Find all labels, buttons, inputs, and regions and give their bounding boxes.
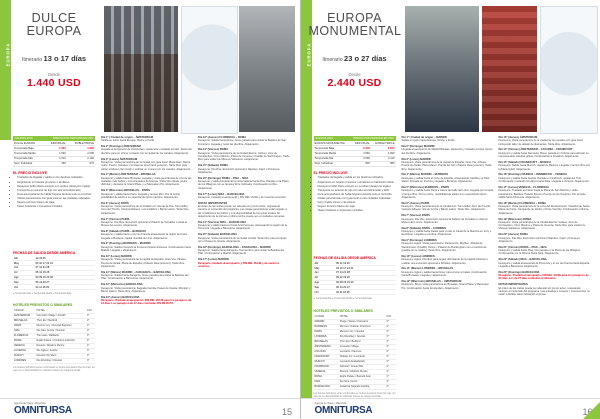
table-row: Supl. Individual 820 980	[314, 162, 395, 166]
price-table-header: SALIDAS 2019 PRECIO POR PERSONA EN USD	[15, 137, 93, 140]
itinerary-entry: Día 2º (Domingo) MADRID Llegada al aeropuerto de Madrid Barajas, asistencia y traslado al hotel. Resto del día libre. Alojamiento.	[401, 145, 493, 155]
table-row: Temporada Alta 1.610 2.190	[14, 157, 94, 161]
table-row: VENECIA Russott / Albatros Mestre 4*	[13, 343, 95, 348]
itinerary-entry: Día 8º (Sábado) PARÍS – LONDRES Desayuno y salida hacia Calais para cruzar el Canal de la Mancha en ferry o Eurotúnel. Llegada a Londres. Alojamiento.	[401, 226, 492, 237]
table-row: Oct 04 11 18 25	[314, 290, 396, 295]
itinerary-entry: Día 6º (Jueves) PARÍS Desayuno. Visita panorámica de la Ciudad Luz: Torre Eiffel, Arco del Triunfo, Campos Elíseos, Isla de la Cité y Barrio Latino. Tarde libre. Alojamiento.	[401, 201, 491, 212]
itinerary-entry: Día 1º | Ciudad de origen – ÁMSTERDAM Salida en avión hacia Europa. Noche a bordo.	[101, 136, 155, 143]
table-row: Ago 02 09 16 23 30	[314, 280, 396, 285]
table-row: BARCELONA Catalonia Sagrada Familia 4*	[314, 384, 396, 389]
list-item: • Alojamiento en hoteles previstos o similares en habitación doble.	[318, 181, 396, 185]
table-row: May 03 10 17 24 31	[314, 266, 396, 271]
table-row: Temporada Media 1.530 2.090	[14, 151, 94, 155]
itinerary-entry: Día 12º (Miércoles) BARCELONA Desayuno. Visita panorámica: Sagrada Familia, Paseo de Gracia, Montjuïc y Barrio Gótico. Tarde libre. Alojamiento.	[101, 283, 191, 293]
itinerary-entry: Día 14º (Viernes) NIZA – BARCELONA Desayuno y salida hacia la Costa Azul francesa, atravesando la región de la Provenza. Llegada a Barcelona. Alojamiento.	[198, 220, 287, 231]
page-title: DULCE EUROPA	[26, 11, 82, 38]
table-row: Jun 07 14 21 28	[314, 271, 396, 276]
table-row: COLONIA Leonardo / Mercure 4*	[314, 349, 396, 354]
table-row: Temporada Alta 2.690 3.110	[314, 157, 395, 161]
itinerary-column-2-right	[499, 136, 591, 299]
departure-dates	[13, 247, 95, 296]
itinerary-entry: Día 11º (Martes) MADRID – ZARAGOZA – BARCELONA Desayuno. Salida hacia Zaragoza, breve parada para visitar la Basílica del Pilar. Continuación a Barcelona. Alojamiento.	[101, 270, 189, 281]
includes-title: EL PRECIO INCLUYE	[13, 170, 48, 175]
list-item: • Traslados de llegada y salida en los destinos indicados.	[318, 176, 396, 180]
itinerary-entry: Día 17º (Lunes) NIZA – BARCELONA Desayuno, traslado al aeropuerto y FIN DEL VIAJE y de nuestros servicios.	[198, 192, 287, 199]
itinerary-entry: Día 4º (Martes) MADRID – BURDEOS Desayuno y salida hacia el norte de España, atravesando Castilla y el País Vasco. Entrada en Francia y llegada a Burdeos. Alojamiento.	[401, 173, 490, 184]
itinerary-entry: Día 22º (Sábado) NIZA – BARCELONA Desayuno y salida atravesando la Provenza y el sur de Francia hacia España. Llegada a Barcelona. Alojamiento.	[498, 258, 590, 268]
itinerary-entry: Día 6º (Jueves) PARÍS Desayuno. Visita panorámica de la Ciudad Luz: Isla de la Cité, Torre Eiffel, Arco del Triunfo, Campos Elíseos, Los Inválidos y Barrio Latino. Tarde libre. Alojamiento.	[101, 201, 190, 215]
itinerary-entry: Día 5º (Miércoles) BURDEOS – PARÍS Desayuno y salida hacia París a través del valle del Loira. Llegada por la tarde y tiempo libre. Por la noche, posibilidad de asistir a un espectáculo típico. Alojamiento.	[401, 185, 494, 199]
list-item: • Guía acompañante de habla hispana durante todo el recorrido.	[17, 193, 95, 197]
price-value: 2.440 USD	[327, 77, 382, 89]
itinerary-entry: Día 17º (Lunes) VENECIA – FLORENCIA Desayuno. Traslado en barco hasta la Plaza de San Marcos y visita panorámica: Basílica, Palacio Ducal y Puente de los Suspiros. Por la tarde salida hacia Florencia. Alojamiento.	[498, 185, 586, 199]
page-footer	[0, 398, 300, 419]
itinerary-entry: Día 9º (Domingo) BURDEOS – MADRID Desayuno. Salida cruzando la frontera hispano-francesa. Continuación hacia Madrid. Llegada y alojamiento.	[101, 242, 191, 253]
table-row: EUROPA MONUMENTAL INDIVIDUAL DOBLE/TRIPLE	[314, 141, 395, 145]
page-title-block-right	[309, 12, 401, 89]
itinerary-entry: Día 18º (Martes) FLORENCIA – ROMA Desayuno. Visita panorámica de la cuna del Renacimiento: Catedral de Santa María del Fiore, Campanile de Giotto y Ponte Vecchio. Continuación a Roma. Alojamiento.	[498, 201, 590, 215]
table-header-row: CIUDAD HOTEL CAT.	[314, 315, 396, 319]
table-row: ROMA Ergife Palace / Barceló Aran 4*	[314, 374, 396, 379]
itinerary-entry: Día 16º (Domingo) ROMA – PISA – NIZA Desayuno y salida bordeando la costa italiana hacia Pisa. Parada en la Plaza de los Milagros con su famosa Torre Inclinada. Continuación a Niza. Alojamiento.	[198, 176, 289, 190]
hotels-note: Los hoteles definitivos serán confirmados en la documentación final del viaje. En caso de no disponibilidad se utilizarán hoteles de categoría similar.	[13, 366, 95, 372]
table-row: ZÚRICH Novotel City West 4*	[13, 353, 95, 358]
itinerary-entry: Día 2º (Domingo) ÁMSTERDAM Llegada al aeropuerto de Ámsterdam, asistencia y traslado al hotel. Resto del día libre para un primer contacto con la ciudad de los canales. Alojamiento.	[101, 145, 192, 155]
photo-eiffel-tower	[239, 6, 295, 132]
table-row: LONDRES Ibis Wembley / Novotel 3*	[314, 334, 396, 339]
itinerary-entry: Día 3º (Lunes) ÁMSTERDAM Desayuno. Visita panorámica de la ciudad con guía local: Plaza Dam, Barrio Judío, Puerto, Canales y la Casa de Ana Frank (exterior). Tarde libre para visitar el Museo Van Gogh o realizar un crucero por los canales. Alojamiento.	[101, 157, 191, 171]
itinerary-entry: Día 17º (Lunes) MADRID Desayuno, traslado al aeropuerto y FIN DEL VIAJE y de nuestros servicios.	[198, 258, 280, 268]
itinerary-column-1-right	[402, 136, 494, 292]
table-row: FLORENCIA The Gate / Raffaello 4*	[13, 333, 95, 338]
table-row: ÁMSTERDAM Corendon Village / Amrâth 4*	[13, 313, 95, 318]
itinerary-entry: Día 16º (Domingo) BARCELONA – ZARAGOZA – MADRID Desayuno. Salida hacia Zaragoza. Tiempo libre para visitar la Basílica del Pilar. Continuación a Madrid. Alojamiento.	[198, 245, 285, 256]
dates-title: FECHAS DE SALIDA DESDE AMÉRICA	[13, 251, 76, 255]
price-table-body	[13, 141, 95, 167]
itinerary-entry: Día 3º (Lunes) MADRID Desayuno. Visita panorámica de la capital de España: Gran Vía, Cibeles, Puerta de Alcalá, Plaza Mayor, Puerta del Sol y Palacio Real (exterior). Tarde libre. Alojamiento.	[401, 157, 492, 171]
photo-europe-map-right	[540, 6, 598, 134]
itinerary-entry: Día 5º (Miércoles) BRUSELAS – PARÍS Desayuno y salida hacia París. Llegada y tiempo libre. Por la noche posibilidad de asistir a un espectáculo típico parisino. Alojamiento.	[101, 189, 181, 199]
photo-europe-map	[181, 6, 238, 134]
hotels-title: HOTELES PREVISTOS O SIMILARES	[13, 303, 73, 307]
list-item: • Desayuno buffet diario excepto en Londres (desayuno inglés).	[17, 185, 95, 189]
table-row: FRANKFURT Holiday Inn / Leonardo 4*	[314, 354, 396, 359]
table-row: INNSBRUCK Alphotel / Grauer Bär 4*	[314, 364, 396, 369]
table-row: BRUSELAS Thon EU / Bedford 4*	[13, 318, 95, 323]
table-row: Jul 05 12 19 26	[13, 270, 95, 275]
table-row: NIZA Ibis Nice Centre / Novotel 3*	[13, 328, 95, 333]
list-item: • Visitas panorámicas con guía local en las ciudades indicadas.	[17, 197, 95, 201]
table-row: BURDEOS Mercure Château Chartrons 4*	[314, 324, 396, 329]
itinerary-entry: NOTAS IMPORTANTES El orden de las visitas puede ser alterado sin previo aviso, respetando siempre el contenido del programa. Las visitas panorámicas están sujetas a las condiciones del tráfico y a la disponibilidad de los guías locales. El alojamiento de la primera y última noche puede ser en ciudades cercanas.	[198, 201, 287, 218]
itinerary-entry: Día 13º (Jueves) FLORENCIA – ROMA Desayuno. Salida hacia Roma, breve parada para visitar la Basílica de San Francisco. Llegada y resto del día libre. Alojamiento.	[198, 136, 287, 146]
itinerary-duration: Itinerario 23 o 27 días	[322, 54, 387, 63]
hotels-note: Los hoteles definitivos serán confirmados en la documentación final del viaje. En caso de no disponibilidad se utilizarán hoteles de categoría similar.	[313, 392, 396, 398]
table-row: Abr 05 12 19 26	[314, 262, 396, 266]
table-row: Ago 02 09 16 23 30	[13, 275, 95, 280]
page-title: EUROPA MONUMENTAL	[308, 11, 402, 38]
table-row: Jun 07 14 21 28	[13, 266, 95, 271]
table-row: NIZA Ibis Nice Centre 3*	[314, 379, 396, 384]
itinerary-entry: Día 4º (Martes) ÁMSTERDAM – BRUSELAS Desayuno y salida hacia Bruselas. Llegada y visita panorámica de una de las ciudades más bellas y monumentales de Europa. Visita libre desde podrá disfrutar y destacar la Grand Place y el Manneken Pis. Alojamiento.	[101, 173, 192, 187]
page-16	[301, 0, 600, 419]
includes-list	[314, 176, 396, 212]
itinerary-entry: Día 1º | Ciudad de origen – MADRID Salida en avión hacia Europa. Noche a bordo.	[401, 136, 456, 143]
photo-telephone-box	[482, 6, 537, 132]
itinerary-entry: Día 20º (Jueves) ROMA Desayuno. Día libre. Excursión opcional a Nápoles, Capri y Pompeya. Alojamiento.	[498, 233, 581, 243]
itinerary-entry: Día 7º (Viernes) PARÍS Desayuno. Día libre. Excursión opcional al Palacio de Versalles o visita al Museo del Louvre. Alojamiento.	[101, 217, 187, 228]
itinerary-entry: Día 7º (Viernes) PARÍS Desayuno. Día libre. Excursión opcional al Palacio de Versalles o visita al Museo del Louvre. Alojamiento.	[401, 214, 488, 224]
price-table-header: SALIDAS 2019 PRECIO POR PERSONA EN USD	[315, 137, 394, 140]
list-item: • Traslados de llegada y salida en los destinos indicados.	[17, 176, 95, 180]
itinerary-entry: Día 19º (Miércoles) ROMA Desayuno. Visita panorámica de la Ciudad Eterna: Coliseo, Arco de Constantino, Circo Máximo y Plaza de Venecia. Tarde libre para visitar los Museos Vaticanos. Alojamiento.	[498, 217, 585, 231]
table-row: Temporada Baja 1.440 1.990	[14, 146, 94, 150]
hotels-section	[13, 300, 95, 373]
list-item: • Transporte en autocar de lujo con aire acondicionado.	[17, 189, 95, 193]
itinerary-entry: Día 15º (Sábado) FRANKFURT – MUNICH Desayuno. Salida hacia Munich, capital de Baviera. Llegada y tiempo libre por la Marienplatz. Alojamiento.	[498, 160, 590, 171]
itinerary-entry: Día 16º (Domingo) MUNICH – INNSBRUCK – VENECIA Desayuno y salida hacia Austria. Parada en Innsbruck, capital del Tirol. Continuación cruzando los Alpes hacia Italia. Llegada a Venecia. Alojamiento.	[498, 173, 590, 184]
price-label: Desde	[47, 72, 61, 77]
itinerary-entry: Día 15º (Sábado) ROMA Desayuno. Día libre. Excursión opcional a Nápoles, Capri o Pompeya. Alojamiento.	[198, 164, 281, 174]
itinerary-column-1	[101, 136, 193, 308]
itinerary-entry: Día 11º (Martes) LONDRES – BRUSELAS Desayuno inglés y salida hacia Dover para cruzar a Calais. Continuación hacia Bruselas. Llegada y alojamiento.	[401, 267, 487, 278]
dates-legend: ● Temporada Alta ● Temporada Media ● Temporada Baja	[13, 292, 72, 295]
table-row: LUCERNA Ibis Styles / Astoria 3*	[13, 348, 95, 353]
page-footer-right	[301, 398, 600, 419]
dates-legend: ● Temporada Alta ● Temporada Media ● Temporada Baja	[313, 297, 372, 300]
price-table-body	[314, 141, 396, 167]
table-row: MUNICH Leonardo Arabellapark 4*	[314, 359, 396, 364]
table-row: ROMA Ergife Palace / Cristoforo Colombo 4*	[13, 338, 95, 343]
table-row: Oct 04 11 18 25	[13, 285, 95, 290]
publisher-logo	[14, 402, 72, 416]
table-header-row: CIUDAD HOTEL CAT.	[13, 309, 95, 313]
itinerary-entry: Día 10º (Lunes) LONDRES Desayuno inglés. Día libre para seguir disfrutando de la capital británica o realizar una excursión opcional a Windsor. Alojamiento.	[401, 254, 488, 265]
list-item: • Desayuno buffet diario excepto en Londres (desayuno inglés).	[318, 185, 396, 189]
list-item: • Tasas hoteleras e impuestos incluidos.	[17, 205, 95, 209]
publisher-name: OMNITURSA	[314, 405, 373, 416]
list-item: • Guía acompañante de habla hispana durante todo el recorrido.	[318, 193, 396, 197]
page-number: 15	[281, 407, 292, 417]
list-item: • Ferry Calais–Dover o Eurotúnel.	[318, 201, 396, 205]
publisher-tagline: Agencia de Viajes • Mayorista	[14, 402, 46, 405]
publisher-tagline: Agencia de Viajes • Mayorista	[314, 402, 347, 405]
itinerary-entry: Día 13º (Jueves) ÁMSTERDAM Desayuno. Visita panorámica de la ciudad de los canales con guía local, incluyendo taller de tallado de diamantes. Tarde libre. Alojamiento.	[498, 136, 584, 146]
table-row: Temporada Baja 2.440 2.870	[314, 146, 395, 150]
list-item: • Alojamiento en hoteles previstos o similares.	[17, 181, 95, 185]
table-row: Temporada Media 2.560 2.990	[314, 151, 395, 155]
table-row: Jul 05 12 19 26	[314, 275, 396, 280]
price-value: 1.440 USD	[26, 77, 82, 89]
itinerary-entry: Día 21º (Viernes) ROMA – PISA – NIZA Desayuno y salida hacia Pisa, con parada en la Plaza de los Milagros. Continuación por la Riviera hacia Niza. Alojamiento.	[498, 245, 581, 256]
list-item: • Visitas panorámicas con guía local en las ciudades indicadas.	[318, 197, 396, 201]
table-row: PARÍS Mercure Ivry / Novotel 4*	[314, 329, 396, 334]
section-tab-label: EUROPA	[5, 42, 11, 67]
hotels-title: HOTELES PREVISTOS O SIMILARES	[313, 309, 373, 313]
itinerary-entry: NOTAS IMPORTANTES El orden de las visitas puede ser alterado sin previo aviso, respetando siempre el contenido del programa. Las entradas a museos y monumentos no están incluidas salvo indicación expresa.	[498, 283, 590, 297]
table-row: ÁMSTERDAM Corendon Village 4*	[314, 344, 396, 349]
itinerary-entry: Día 14º (Viernes) ROMA Desayuno. Visita panorámica de la Ciudad Eterna: Coliseo, Arco de Constantino, Circo Máximo, Plaza de Venecia y Castillo de Sant'Angelo. Tarde libre para visitar los Museos Vaticanos. Alojamiento.	[198, 148, 290, 162]
table-row: Supl. Individual 490 670	[14, 162, 94, 166]
price-label: Desde	[348, 72, 361, 77]
photo-canal-houses	[104, 6, 178, 132]
table-row: DULCE EUROPA INDIVIDUAL DOBLE/TRIPLE	[14, 141, 94, 145]
list-item: • Tasas hoteleras e impuestos incluidos.	[318, 209, 396, 213]
itinerary-entry: Día 15º (Sábado) BARCELONA Desayuno. Visita panorámica de la ciudad condal. Tarde libre para compras por el Paseo de Gracia. Alojamiento.	[198, 233, 287, 243]
table-row: BRUSELAS Thon EU / Bedford 4*	[314, 339, 396, 344]
itinerary-duration: Itinerario 13 o 17 días	[21, 54, 87, 63]
table-row: Abr 12 19 26	[13, 257, 95, 261]
table-row: MADRID Praga / Weare Chamartín 4*	[314, 319, 396, 324]
list-item: • Seguro turístico básico de viaje.	[17, 201, 95, 205]
table-row: Sep 06 13 20 27	[314, 285, 396, 290]
publisher-logo	[315, 402, 373, 416]
page-number: 16	[582, 407, 593, 417]
table-row: Sep 06 13 20 27	[13, 280, 95, 285]
itinerary-column-2	[198, 136, 290, 271]
table-row: VENECIA Russott / Albatros Mestre 4*	[314, 369, 396, 374]
itinerary-entry: Día 14º (Viernes) ÁMSTERDAM – COLONIA – FRANKFURT Desayuno y salida hacia Alemania. Breve parada en Colonia para admirar su impresionante catedral gótica. Continuación a Frankfurt. Alojamiento.	[498, 148, 589, 159]
itinerary-entry: Día 12º (Miércoles) BRUSELAS – ÁMSTERDAM Desayuno. Breve visita panorámica de Bruselas: Grand Place y Manneken Pis. Continuación hacia Ámsterdam. Alojamiento.	[401, 279, 489, 290]
list-item: • Transporte en autocar de lujo con aire acondicionado y WiFi.	[318, 189, 396, 193]
table-row: PARÍS Mercure Ivry / Novotel Bagnolet 4*	[13, 323, 95, 328]
itinerary-entry: Día 9º (Domingo) LONDRES Desayuno inglés. Visita panorámica: Parlamento, Big Ben, Abadía de Westminster, Picadilly Circus y Palacio de Buckingham con el cambio de guardia (si se realiza). Tarde libre. Alojamiento.	[401, 239, 487, 253]
includes-title: EL PRECIO INCLUYE	[313, 170, 348, 175]
departure-dates-right	[314, 252, 396, 301]
itinerary-entry: Día 23º (Domingo) BARCELONA Desayuno. Traslado al aeropuerto. FIN DEL VIAJE para los pasajeros de 23 días. Los de 27 días continúan el itinerario.	[498, 270, 589, 281]
includes-list	[13, 176, 95, 208]
section-tab-label: EUROPA	[306, 42, 311, 67]
price-table-right	[314, 136, 396, 213]
hotels-section-right	[314, 306, 396, 399]
list-item: • Seguro turístico básico de viaje.	[318, 205, 396, 209]
corner-accent	[583, 401, 600, 419]
table-row: LONDRES Ibis Wembley / Novotel 3*	[13, 358, 95, 363]
publisher-name: OMNITURSA	[14, 405, 72, 416]
table-row: May 03 10 17 24 31	[13, 261, 95, 266]
page-title-block	[5, 11, 100, 89]
photo-big-ben	[405, 6, 479, 132]
itinerary-entry: Día 13º (Jueves) BARCELONA Desayuno. Traslado al aeropuerto. FIN DEL VIAJE para los pasajeros de 13 días. Los pasajeros de 17 días continúan FIN DE RUTA.	[101, 295, 192, 306]
price-table	[13, 136, 95, 209]
itinerary-entry: Día 10º (Lunes) MADRID Desayuno. Visita panorámica de la capital de España: Gran Vía, Cibeles, Puerta de Alcalá, Plaza de España y Palacio Real (exterior). Tarde libre. Alojamiento.	[101, 254, 187, 268]
itinerary-entry: Día 8º (Sábado) PARÍS – BURDEOS Desayuno y salida hacia el sur de Francia atravesando la región del Loira. Llegada a Burdeos, capital mundial del vino. Alojamiento.	[101, 229, 188, 240]
dates-title: FECHAS DE SALIDA DESDE AMÉRICA	[313, 256, 376, 260]
